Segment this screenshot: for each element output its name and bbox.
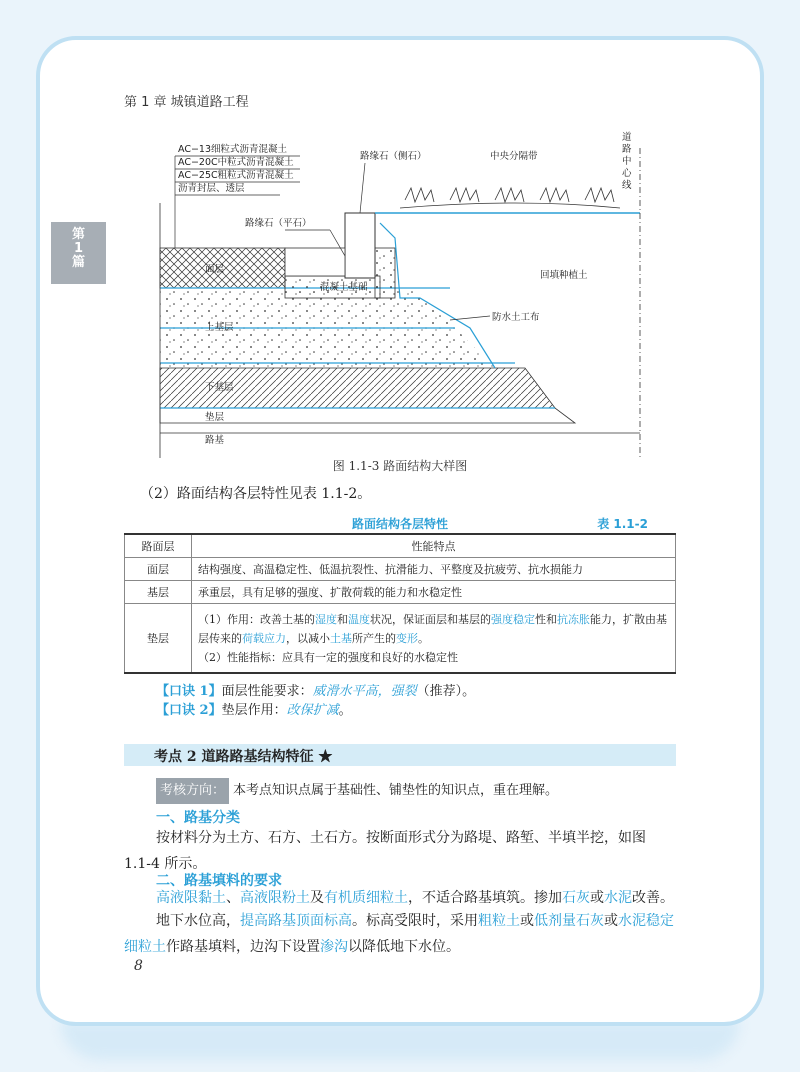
table-cell-layer: 基层 [125,581,192,604]
section-heading-1: 一、路基分类 [156,810,240,826]
section-2-line-1: 高液限黏土、高液限粉土及有机质细粒土，不适合路基填筑。掺加石灰或水泥改善。 [156,890,674,906]
table-row [125,581,676,604]
side-tab-line: 第 [71,227,85,242]
table-header: 性能特点 [192,534,676,558]
label-lower-base: 下基层 [205,382,234,393]
label-centerline: 道路中心线 [622,132,632,191]
pavement-structure-diagram [150,128,650,458]
side-tab-line: 篇 [71,255,85,270]
table-row [125,558,676,581]
side-curb [345,213,375,278]
centerline-label [622,131,632,191]
label-subgrade: 路基 [205,435,225,446]
section-heading-2: 二、路基填料的要求 [156,873,282,889]
running-header: 第 1 章 城镇道路工程 [124,95,249,110]
label-flat-curb: 路缘石（平石） [245,218,312,229]
label-upper-base: 上基层 [205,322,234,333]
table-number: 表 1.1-2 [597,517,648,531]
key-point-heading [124,744,676,766]
page-number: 8 [134,958,143,974]
side-tab-line: 1 [73,241,84,256]
direction-tag: 考核方向： [156,778,229,804]
table-header: 路面层 [125,534,192,558]
label-surface: 面层 [205,264,225,275]
table-header-row [125,534,676,558]
label-ac25: AC−25C粗粒式沥青混凝土 [178,170,294,181]
figure-caption: 图 1.1-3 路面结构大样图 [332,459,468,473]
median-shrubs [400,188,620,208]
label-backfill: 回填种植土 [540,270,588,281]
label-seal: 沥青封层、透层 [178,183,245,194]
cushion-function-text: （1）作用：改善土基的湿度和温度状况，保证面层和基层的强度稳定性和抗冻胀能力，扩散由基层传来的荷载应力，以减小土基所产生的变形。 [198,612,667,645]
table-cell-layer: 面层 [125,558,192,581]
table-cell-layer: 垫层 [125,604,192,674]
mnemonic-2: 【口诀 2】垫层作用：改保扩减。 [156,703,352,718]
table-cell-text [192,604,676,674]
layer-properties-table [124,533,676,674]
key-point-title: 考点 2 道路路基结构特征 ★ [154,749,333,765]
label-geotextile: 防水土工布 [492,312,540,323]
table-row [125,604,676,674]
label-side-curb: 路缘石（侧石） [360,151,427,162]
direction-text: 本考点知识点属于基础性、铺垫性的知识点，重在理解。 [233,783,559,798]
cushion-index-text: （2）性能指标：应具有一定的强度和良好的水稳定性 [198,650,458,664]
table-cell-text: 结构强度、高温稳定性、低温抗裂性、抗滑能力、平整度及抗疲劳、抗水损能力 [192,558,676,581]
section-1-text: 按材料分为土方、石方、土石方。按断面形式分为路堤、路堑、半填半挖，如图 1.1-4 所示。 [124,830,646,872]
direction-note [156,778,558,804]
table-cell-text: 承重层，具有足够的强度、扩散荷载的能力和水稳定性 [192,581,676,604]
label-median: 中央分隔带 [490,151,538,162]
mnemonic-1: 【口诀 1】面层性能要求：威滑水平高，强裂（推荐）。 [156,684,476,699]
label-cushion: 垫层 [205,412,225,423]
label-ac13: AC−13细粒式沥青混凝土 [178,144,288,155]
flat-curb [285,248,345,276]
section-2-line-2: 地下水位高，提高路基顶面标高。标高受限时，采用粗粒土或低剂量石灰或水泥稳定细粒土作路基填料，边沟下设置渗沟以降低地下水位。 [124,913,674,955]
page-shadow [60,1020,740,1060]
table-title: 路面结构各层特性 [351,517,448,531]
label-ac20: AC−20C中粒式沥青混凝土 [178,157,294,168]
paragraph-table-ref: （2）路面结构各层特性见表 1.1-2。 [140,486,372,502]
label-concrete-base: 混凝土基础 [320,282,368,293]
part-side-tab [51,222,106,284]
